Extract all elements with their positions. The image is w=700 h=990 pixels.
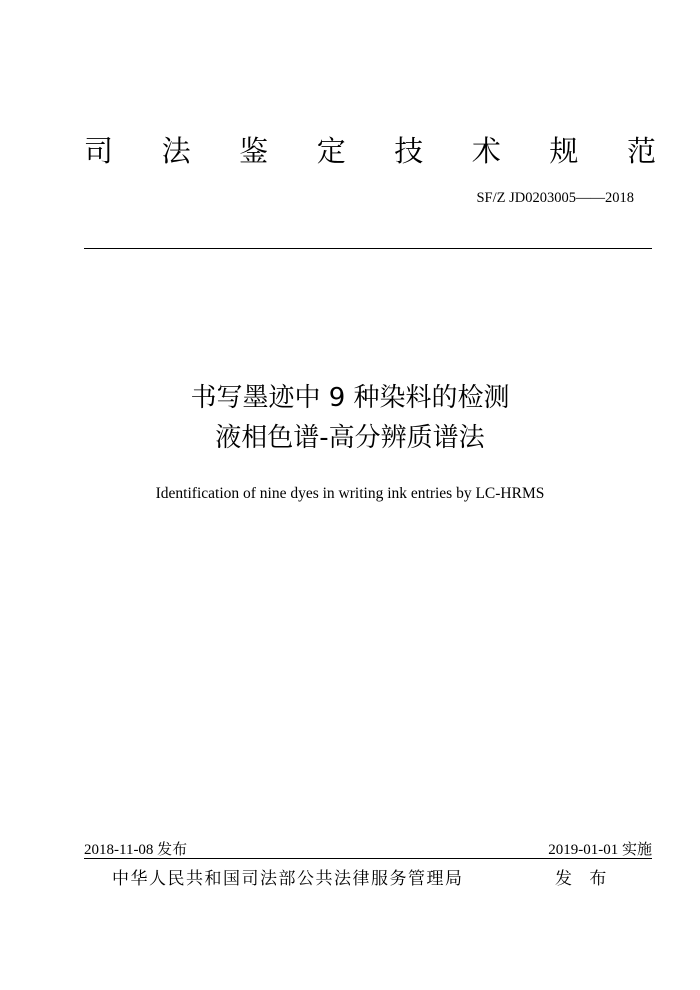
standard-number: SF/Z JD0203005——2018 [476, 190, 634, 206]
effective-date: 2019-01-01 实施 [548, 842, 652, 858]
series-char: 鉴 [239, 134, 269, 168]
english-title: Identification of nine dyes in writing ink entries by LC-HRMS [155, 485, 545, 502]
top-divider [84, 248, 652, 249]
issuing-authority: 中华人民共和国司法部公共法律服务管理局 [112, 869, 464, 889]
issue-word: 发 布 [555, 869, 613, 889]
release-date: 2018-11-08 发布 [84, 842, 188, 858]
series-title [84, 133, 656, 169]
series-char: 司 [84, 134, 114, 168]
series-char: 法 [161, 134, 191, 168]
series-char: 技 [394, 134, 424, 168]
main-title-line-2: 液相色谱-高分辨质谱法 [215, 423, 485, 453]
main-title-line-1: 书写墨迹中 9 种染料的检测 [190, 383, 510, 413]
main-title [0, 378, 700, 458]
date-row [84, 838, 652, 859]
series-char: 范 [626, 134, 656, 168]
series-char: 定 [316, 134, 346, 168]
series-char: 术 [471, 134, 501, 168]
bottom-divider [84, 858, 652, 859]
series-char: 规 [549, 134, 579, 168]
